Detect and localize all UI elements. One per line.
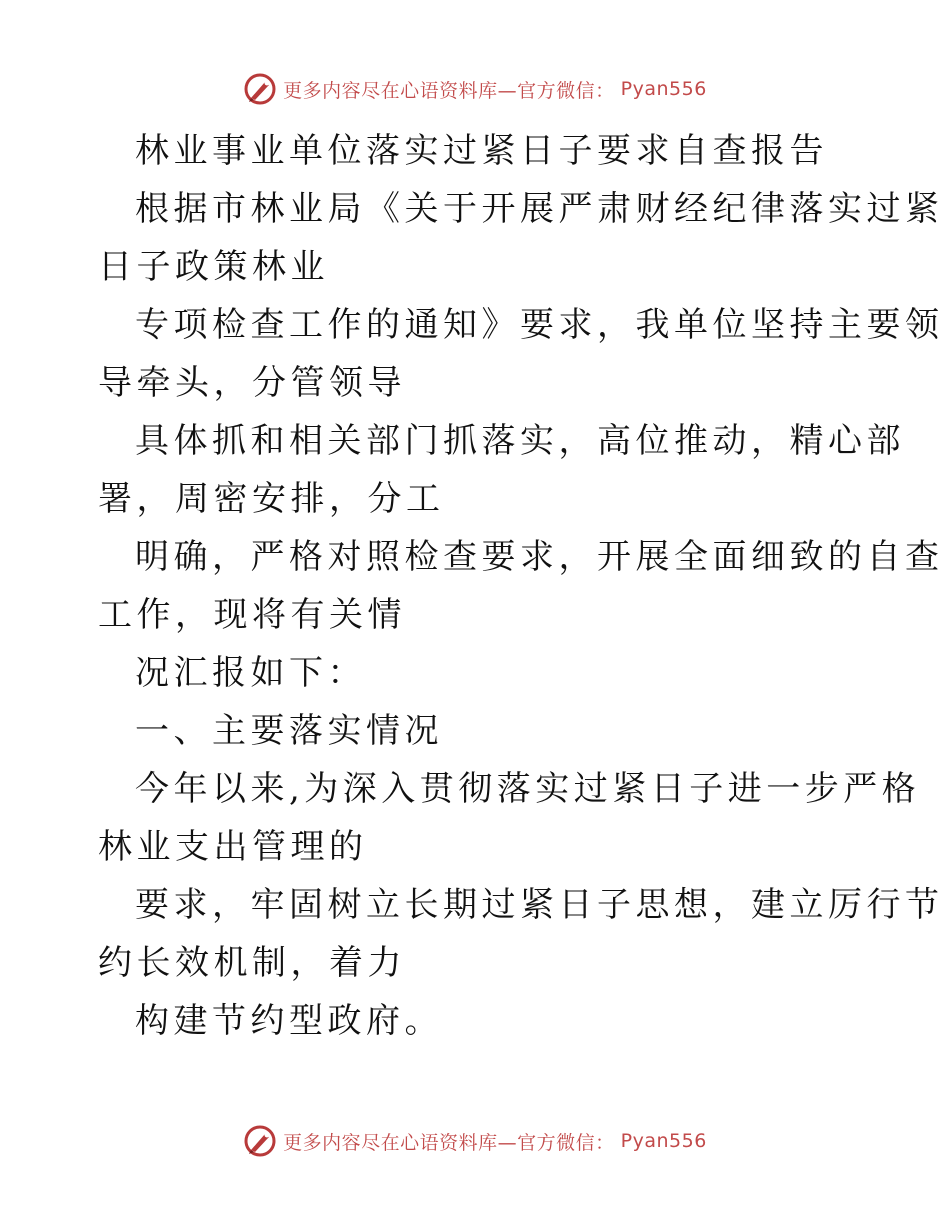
paragraph-line: 明确，严格对照检查要求，开展全面细致的自查 [135,537,944,577]
paragraph-line: 约长效机制，着力 [98,943,406,983]
watermark-text: 更多内容尽在心语资料库—官方微信： [283,1131,615,1154]
paragraph-line: 构建节约型政府。 [135,1001,443,1041]
paragraph-line: 根据市林业局《关于开展严肃财经纪律落实过紧 [135,189,944,229]
paragraph-line: 工作，现将有关情 [98,595,406,635]
paragraph-line: 具体抓和相关部门抓落实，高位推动，精心部 [135,421,905,461]
pen-logo-icon [243,72,277,106]
paragraph-line: 导牵头，分管领导 [98,363,406,403]
paragraph-line: 今年以来,为深入贯彻落实过紧日子进一步严格 [135,769,921,809]
section-heading: 一、主要落实情况 [135,711,443,751]
document-title: 林业事业单位落实过紧日子要求自查报告 [135,131,828,171]
footer-watermark [0,1124,950,1158]
watermark-contact: Pyan556 [620,1130,707,1152]
paragraph-line: 署，周密安排，分工 [98,479,445,519]
document-body [98,122,944,1050]
paragraph-line: 林业支出管理的 [98,827,368,867]
paragraph-line: 要求，牢固树立长期过紧日子思想，建立厉行节 [135,885,944,925]
watermark-contact: Pyan556 [620,78,707,100]
paragraph-line: 专项检查工作的通知》要求，我单位坚持主要领 [135,305,944,345]
paragraph-line: 况汇报如下： [135,653,366,693]
header-watermark [0,72,950,106]
paragraph-line: 日子政策林业 [98,247,329,287]
watermark-text: 更多内容尽在心语资料库—官方微信： [283,79,615,102]
pen-logo-icon [243,1124,277,1158]
